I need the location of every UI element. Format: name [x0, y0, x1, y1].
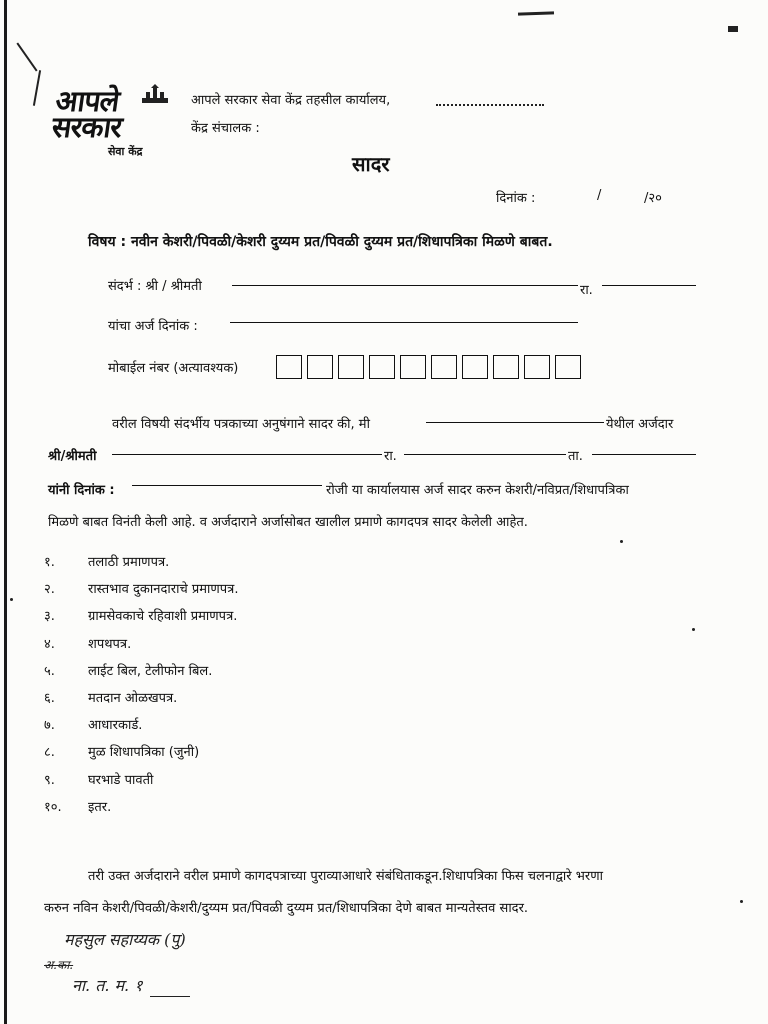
date-label: दिनांक : — [496, 191, 536, 206]
scan-speck — [692, 628, 695, 631]
document-number: ३. — [44, 609, 55, 625]
body-line3: मिळणे बाबत विनंती केली आहे. व अर्जदाराने अर्जासोबत खालील प्रमाणे कागदपत्र सादर केलेली आहेत. — [48, 515, 528, 530]
body-taluka-blank — [592, 454, 696, 455]
document-text: मतदान ओळखपत्र. — [88, 690, 178, 706]
mobile-digit-box — [369, 355, 395, 379]
document-number: ५. — [44, 663, 55, 679]
body-date-blank — [132, 485, 322, 486]
scan-mark — [33, 70, 41, 106]
body-place-blank — [426, 422, 604, 423]
body-date-label: यांनी दिनांक : — [48, 483, 115, 498]
mobile-label: मोबाईल नंबर (अत्यावश्यक) — [108, 361, 239, 376]
mobile-number-boxes — [276, 355, 586, 379]
document-text: इतर. — [88, 799, 112, 815]
closing-line1: तरी उक्त अर्जदाराने वरील प्रमाणे कागदपत्राच्या पुराव्याआधारे संबंधिताकडून.शिधापत्रिका फिस चलनाद्वारे भरणा — [88, 869, 603, 884]
document-number: ७. — [44, 718, 55, 734]
document-number: ८. — [44, 745, 55, 761]
mobile-digit-box — [307, 355, 333, 379]
application-date-blank — [230, 322, 578, 323]
page-title: सादर — [352, 152, 390, 176]
document-number: १०. — [44, 799, 62, 815]
mobile-digit-box — [493, 355, 519, 379]
document-text: रास्तभाव दुकानदाराचे प्रमाणपत्र. — [88, 582, 239, 598]
scan-mark — [16, 43, 37, 72]
document-number: १. — [44, 555, 55, 570]
scan-speck — [620, 540, 623, 543]
scan-speck — [740, 900, 743, 903]
document-number: २. — [44, 582, 55, 598]
handwritten-office: ना. त. म. १ — [72, 976, 143, 995]
reference-ra: रा. — [580, 283, 593, 298]
logo-subtitle: सेवा केंद्र — [108, 145, 143, 158]
document-number: ६. — [44, 690, 55, 706]
office-blank — [436, 104, 544, 106]
mobile-digit-box — [555, 355, 581, 379]
body-applicant: येथील अर्जदार — [606, 417, 674, 432]
application-date-label: यांचा अर्ज दिनांक : — [108, 319, 198, 334]
reference-name-blank — [232, 285, 578, 286]
body-name-blank — [112, 454, 382, 455]
document-text: ग्रामसेवकाचे रहिवाशी प्रमाणपत्र. — [88, 609, 238, 625]
scan-mark — [728, 26, 738, 32]
scan-speck — [10, 598, 13, 601]
mobile-digit-box — [400, 355, 426, 379]
mobile-digit-box — [338, 355, 364, 379]
office-line: आपले सरकार सेवा केंद्र तहसील कार्यालय, — [191, 93, 391, 108]
logo-line1: आपले — [53, 84, 121, 118]
mobile-digit-box — [462, 355, 488, 379]
body-village-blank — [404, 454, 566, 455]
date-slash: / — [597, 188, 602, 203]
handwritten-designation: महसुल सहाय्यक (पु) — [64, 930, 186, 949]
mobile-digit-box — [524, 355, 550, 379]
document-number: ९. — [44, 772, 55, 788]
closing-line2: करुन नविन केशरी/पिवळी/केशरी/दुय्यम प्रत/पिवळी दुय्यम प्रत/शिधापत्रिका देणे बाबत मान्यतेस्तव सादर. — [44, 901, 529, 916]
operator-label: केंद्र संचालक : — [191, 121, 260, 136]
subject-line: विषय : नवीन केशरी/पिवळी/केशरी दुय्यम प्रत/पिवळी दुय्यम प्रत/शिधापत्रिका मिळणे बाबत. — [88, 234, 553, 250]
date-year: /२० — [644, 191, 662, 206]
body-ta: ता. — [568, 449, 583, 464]
body-shri: श्री/श्रीमती — [48, 449, 97, 464]
document-text: लाईट बिल, टेलीफोन बिल. — [88, 663, 213, 679]
mobile-digit-box — [431, 355, 457, 379]
document-text: तलाठी प्रमाणपत्र. — [88, 555, 170, 570]
document-text: घरभाडे पावती — [88, 772, 154, 788]
mobile-digit-box — [276, 355, 302, 379]
building-emblem-icon — [140, 84, 170, 106]
handwritten-struck: अ.का. — [44, 958, 74, 972]
document-text: मुळ शिधापत्रिका (जुनी) — [88, 745, 200, 761]
page-left-edge — [4, 0, 7, 1024]
document-text: आधारकार्ड. — [88, 718, 143, 734]
scan-mark — [518, 11, 554, 15]
body-line2: रोजी या कार्यालयास अर्ज सादर करुन केशरी/नविप्रत/शिधापत्रिका — [326, 483, 629, 498]
reference-label: संदर्भ : श्री / श्रीमती — [108, 279, 202, 294]
body-intro: वरील विषयी संदर्भीय पत्रकाच्या अनुषंगाने सादर की, मी — [112, 417, 370, 432]
logo-line2: सरकार — [49, 110, 124, 144]
document-number: ४. — [44, 636, 55, 652]
body-ra: रा. — [384, 449, 397, 464]
reference-ra-blank — [602, 285, 696, 286]
handwritten-underline — [150, 996, 190, 997]
document-text: शपथपत्र. — [88, 636, 132, 652]
